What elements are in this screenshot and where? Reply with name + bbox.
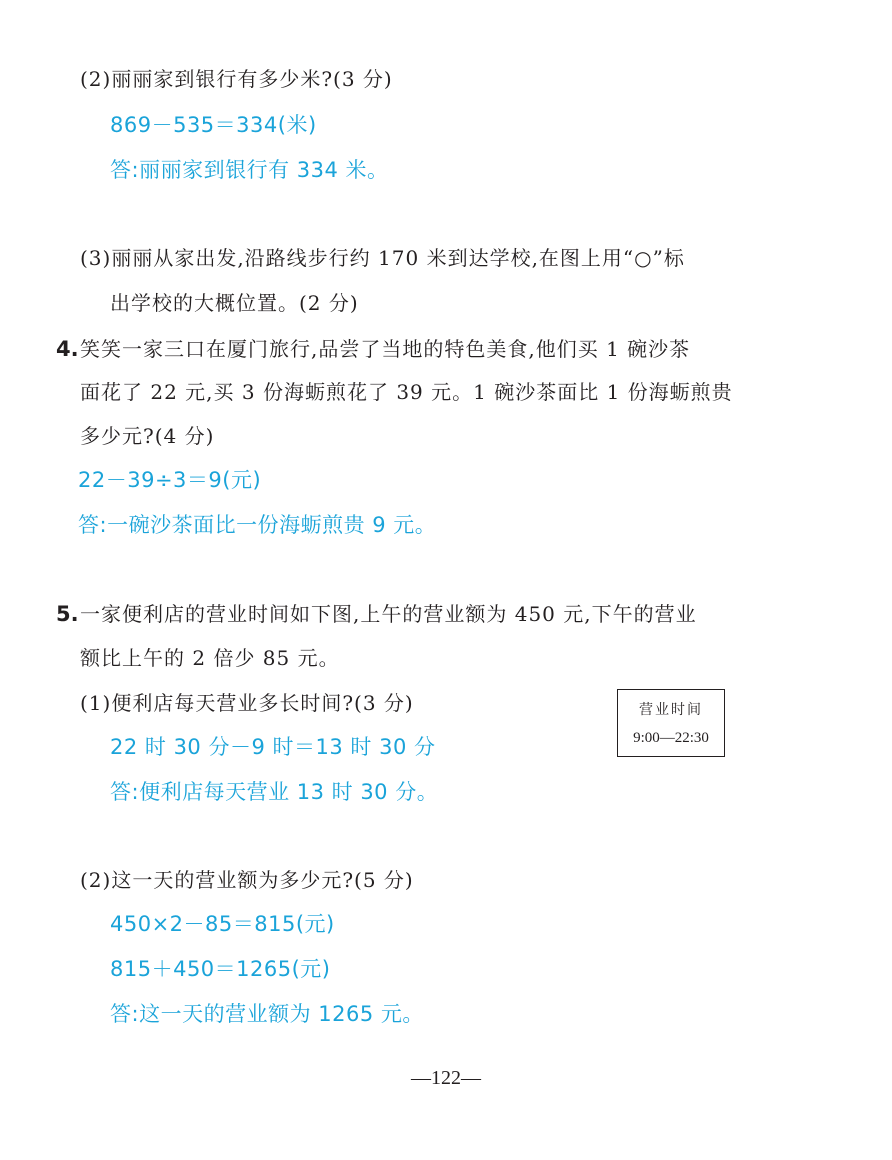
q3-part3-question-line2: 出学校的大概位置。(2 分) <box>110 291 359 315</box>
page-number: —122— <box>411 1067 481 1089</box>
q3-part2-answer: 答:丽丽家到银行有 334 米。 <box>110 158 389 182</box>
business-hours-value: 9:00—22:30 <box>633 729 709 746</box>
q4-text-line1: 笑笑一家三口在厦门旅行,品尝了当地的特色美食,他们买 1 碗沙茶 <box>80 337 691 361</box>
q5-part2-answer: 答:这一天的营业额为 1265 元。 <box>110 1002 424 1026</box>
q5-part1-question: (1)便利店每天营业多长时间?(3 分) <box>80 691 414 715</box>
q3-part3-question-line1: (3)丽丽从家出发,沿路线步行约 170 米到达学校,在图上用“○”标 <box>80 246 685 270</box>
q4-text-line3: 多少元?(4 分) <box>80 424 215 448</box>
q5-text-line2: 额比上午的 2 倍少 85 元。 <box>80 646 340 670</box>
q5-part2-calculation2: 815＋450＝1265(元) <box>110 957 331 981</box>
q3-part2-calculation: 869－535＝334(米) <box>110 113 317 137</box>
q5-part2-question: (2)这一天的营业额为多少元?(5 分) <box>80 868 414 892</box>
q5-part1-answer: 答:便利店每天营业 13 时 30 分。 <box>110 780 439 804</box>
q5-part1-calculation: 22 时 30 分－9 时＝13 时 30 分 <box>110 735 436 759</box>
business-hours-title: 营业时间 <box>639 702 703 719</box>
q4-number: 4. <box>56 337 79 361</box>
q3-part2-question: (2)丽丽家到银行有多少米?(3 分) <box>80 67 393 91</box>
q4-answer: 答:一碗沙茶面比一份海蛎煎贵 9 元。 <box>78 513 437 537</box>
q5-part2-calculation1: 450×2－85＝815(元) <box>110 912 335 936</box>
q4-calculation: 22－39÷3＝9(元) <box>78 468 262 492</box>
q5-number: 5. <box>56 602 79 626</box>
business-hours-box <box>617 689 725 757</box>
q4-text-line2: 面花了 22 元,买 3 份海蛎煎花了 39 元。1 碗沙茶面比 1 份海蛎煎贵 <box>80 380 733 404</box>
q5-text-line1: 一家便利店的营业时间如下图,上午的营业额为 450 元,下午的营业 <box>80 602 697 626</box>
